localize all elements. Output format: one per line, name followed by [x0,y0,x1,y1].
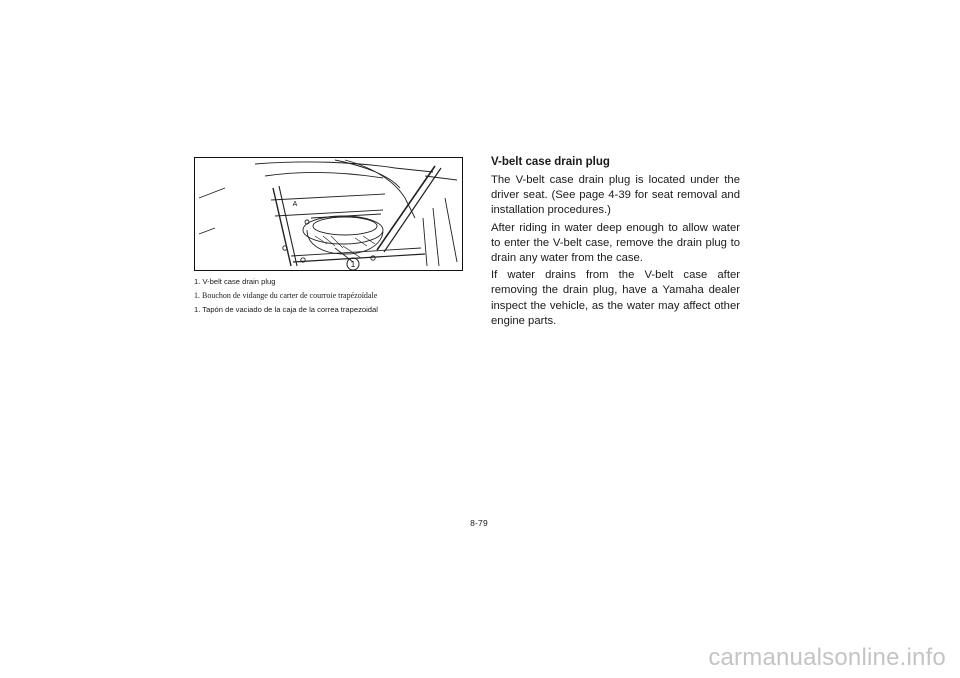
line-drawing [195,158,462,270]
caption-french: 1. Bouchon de vidange du carter de courroie trapézoïdale [194,291,378,300]
page-number-text: 8-79 [470,518,488,528]
drain-plug-section [491,154,740,331]
paragraph-dealer-inspect: If water drains from the V-belt case after removing the drain plug, have a Yamaha dealer inspect the vehicle, as the water may affect other engine parts. [491,269,740,327]
paragraph-location: The V-belt case drain plug is located under the driver seat. (See page 4-39 for seat removal and installation procedures.) [491,174,740,217]
section-heading: V-belt case drain plug [491,156,610,168]
caption-spanish: 1. Tapón de vaciado de la caja de la correa trapezoidal [194,305,378,314]
paragraph-water-drain: After riding in water deep enough to allow water to enter the V-belt case, remove the drain plug to drain any water from the case. [491,221,740,265]
drain-plug-illustration [194,157,463,271]
callout-number: 1 [350,259,356,269]
marker-letter: A [292,201,298,208]
page-number [0,518,960,528]
watermark-text: carmanualsonline.info [708,644,946,671]
figure-captions [194,275,484,317]
caption-english: 1. V-belt case drain plug [194,277,276,286]
